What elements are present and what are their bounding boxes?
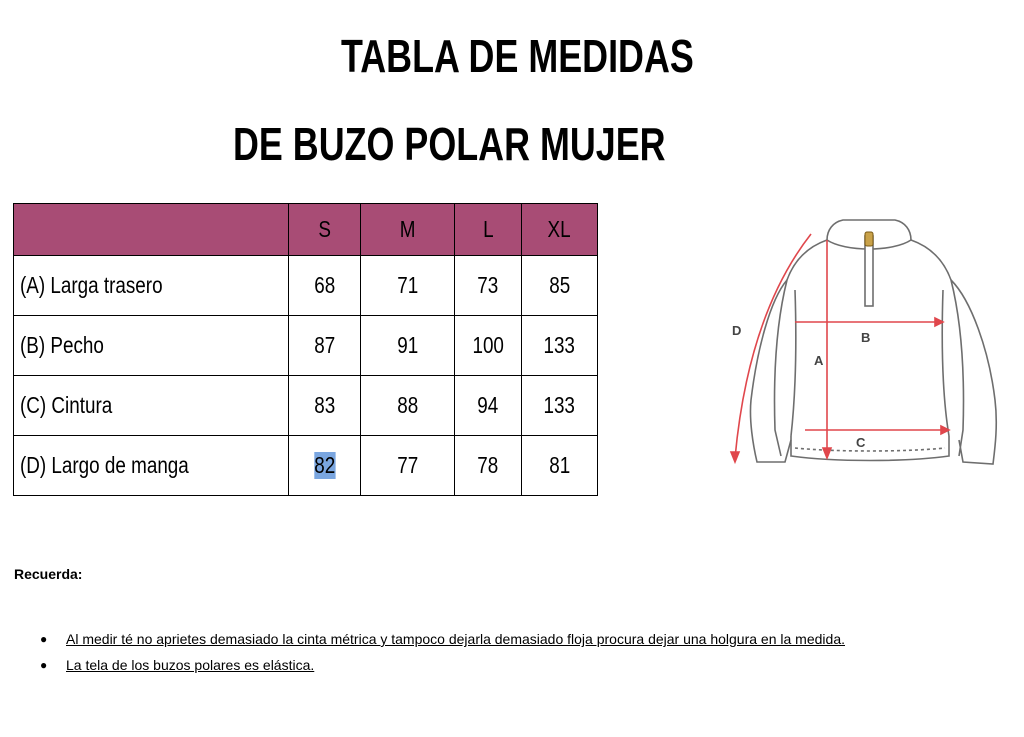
table-cell: 78 [455, 436, 522, 496]
table-cell: 81 [522, 436, 598, 496]
table-cell: 83 [289, 376, 361, 436]
table-cell: 73 [455, 256, 522, 316]
sweater-outline [750, 220, 996, 464]
table-cell: 100 [455, 316, 522, 376]
header-size-m: M [361, 204, 455, 256]
header-empty [14, 204, 289, 256]
table-cell: 91 [361, 316, 455, 376]
table-row [14, 376, 598, 436]
header-size-s: S [289, 204, 361, 256]
row-label: (A) Larga trasero [14, 256, 289, 316]
table-cell: 68 [289, 256, 361, 316]
table-cell-selected[interactable]: 82 [289, 436, 361, 496]
table-cell: 133 [522, 316, 598, 376]
table-cell: 85 [522, 256, 598, 316]
table-cell: 133 [522, 376, 598, 436]
reminder-heading: Recuerda: [14, 566, 83, 582]
reminder-text: Al medir té no aprietes demasiado la cinta métrica y tampoco dejarla demasiado floja procura dejar una holgura en la medida. [66, 631, 845, 647]
bullet-icon: ● [40, 632, 48, 646]
list-item [36, 626, 845, 652]
page-subtitle: DE BUZO POLAR MUJER [233, 118, 666, 170]
table-cell: 88 [361, 376, 455, 436]
header-size-l: L [455, 204, 522, 256]
label-c: C [856, 435, 866, 450]
table-cell: 87 [289, 316, 361, 376]
label-b: B [861, 330, 871, 345]
sweater-diagram [715, 200, 1015, 480]
size-table [13, 203, 598, 496]
measure-arrows [731, 234, 949, 462]
bullet-icon: ● [40, 658, 48, 672]
table-row [14, 256, 598, 316]
table-header-row [14, 204, 598, 256]
zipper-pull [865, 232, 873, 246]
reminder-list [36, 626, 845, 678]
table-row [14, 436, 598, 496]
row-label: (D) Largo de manga [14, 436, 289, 496]
page-title: TABLA DE MEDIDAS [341, 30, 694, 82]
header-size-xl: XL [522, 204, 598, 256]
table-cell: 77 [361, 436, 455, 496]
row-label: (C) Cintura [14, 376, 289, 436]
table-cell: 71 [361, 256, 455, 316]
label-a: A [814, 353, 824, 368]
reminder-text: La tela de los buzos polares es elástica. [66, 657, 315, 673]
table-row [14, 316, 598, 376]
list-item [36, 652, 845, 678]
label-d: D [732, 323, 742, 338]
table-cell: 94 [455, 376, 522, 436]
row-label: (B) Pecho [14, 316, 289, 376]
